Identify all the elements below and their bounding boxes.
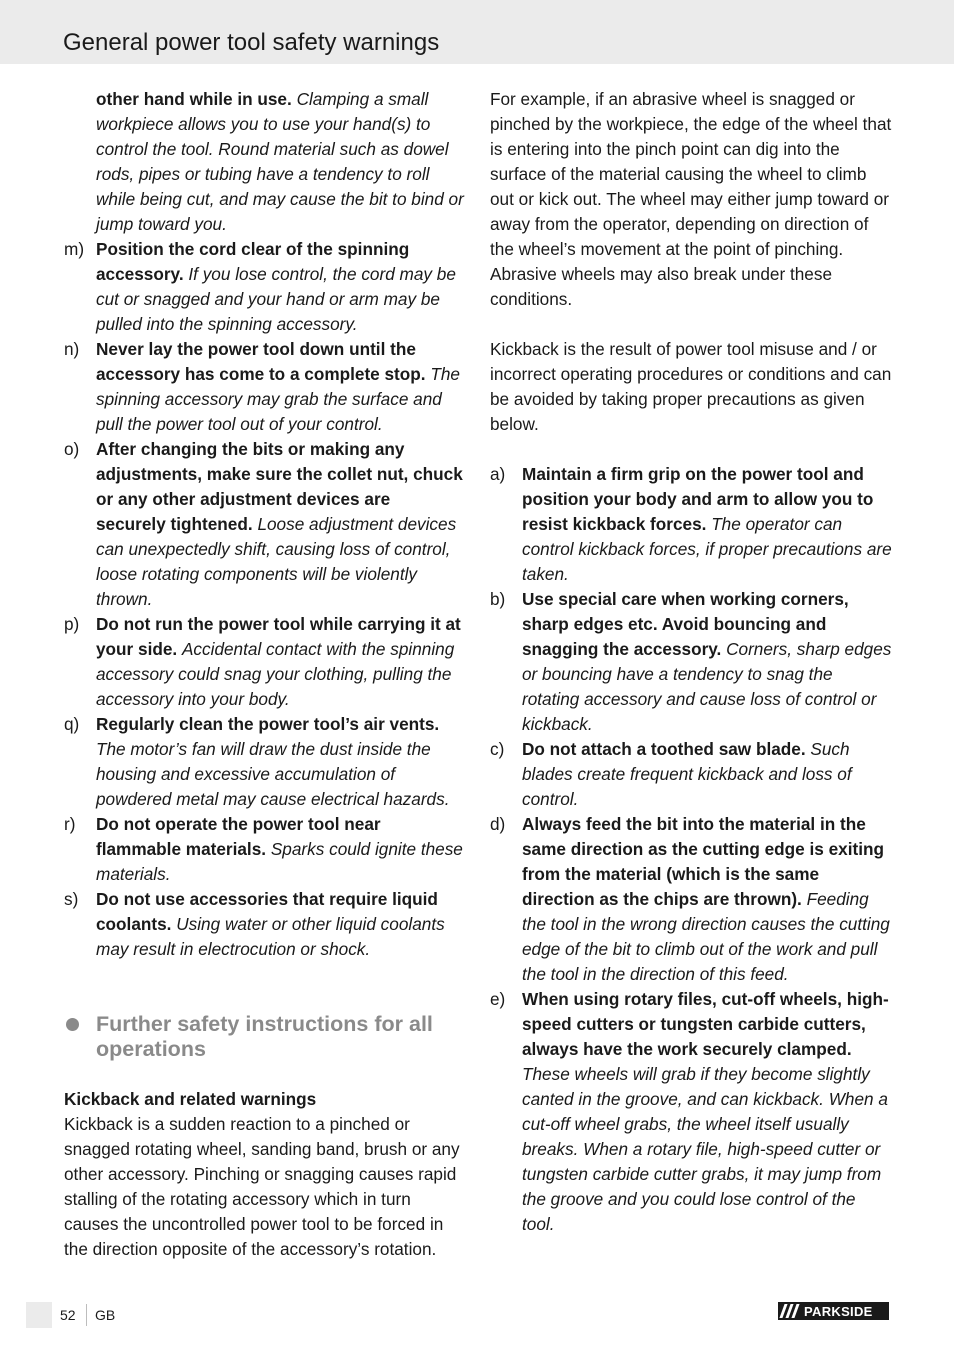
- item-bold: other hand while in use.: [96, 89, 292, 109]
- spacer: [490, 312, 892, 337]
- item-label: p): [64, 614, 80, 634]
- paragraph-kickback-result: Kickback is the result of power tool misuse and / or incorrect operating procedures or conditions and can be avoided by taking proper precautions as given below.: [490, 339, 892, 434]
- item-label: e): [490, 989, 506, 1009]
- list-item: [64, 887, 464, 962]
- item-text: If you lose control, the cord may be cut or snagged and your hand or arm may be pulled into the spinning accessory.: [96, 264, 456, 334]
- section-heading: [64, 1012, 464, 1062]
- item-text: Such blades create frequent kickback and loss of control.: [522, 739, 852, 809]
- spacer: [490, 437, 892, 462]
- list-item: [64, 437, 464, 612]
- page-title: General power tool safety warnings: [63, 29, 440, 56]
- item-label: s): [64, 889, 79, 909]
- item-text: Sparks could ignite these materials.: [96, 839, 463, 884]
- item-text: Using water or other liquid coolants may result in electrocution or shock.: [96, 914, 445, 959]
- list-item: [64, 712, 464, 812]
- bullet-icon: [66, 1018, 79, 1031]
- list-item: [490, 587, 892, 737]
- subheading: Kickback and related warnings: [64, 1089, 317, 1109]
- item-text: Corners, sharp edges or bouncing have a tendency to snag the rotating accessory and cause loss of control or kickback.: [522, 639, 892, 734]
- item-label: r): [64, 814, 76, 834]
- item-bold: Do not use accessories that require liquid coolants.: [96, 889, 438, 934]
- list-item: [490, 812, 892, 987]
- kickback-paragraph: Kickback is a sudden reaction to a pinched or snagged rotating wheel, sanding band, brush or any other accessory. Pinching or snagging causes rapid stalling of the rotating accessory which in turn causes the uncontrolled power tool to be forced in the direction opposite of the accessory’s rotation.: [64, 1114, 460, 1259]
- item-bold: Do not operate the power tool near flammable materials.: [96, 814, 381, 859]
- item-text: Loose adjustment devices can unexpectedly shift, causing loss of control, loose rotating components will be violently thrown.: [96, 514, 457, 609]
- item-bold: Regularly clean the power tool’s air vents.: [96, 714, 440, 734]
- brand-logo: [778, 1302, 889, 1320]
- footer-divider: [86, 1304, 87, 1326]
- item-bold: Always feed the bit into the material in the same direction as the cutting edge is exiting from the material (which is the same direction as the chips are thrown).: [522, 814, 884, 909]
- item-text: The operator can control kickback forces, if proper precautions are taken.: [522, 514, 892, 584]
- item-bold: Position the cord clear of the spinning accessory.: [96, 239, 410, 284]
- item-label: q): [64, 714, 80, 734]
- item-text: The spinning accessory may grab the surface and pull the power tool out of your control.: [96, 364, 460, 434]
- item-text: These wheels will grab if they become slightly canted in the groove, and can kickback. When a cut-off wheel grabs, the wheel itself usually breaks. When a rotary file, high-speed cutter or tungsten carbide cutter grabs, it may jump from the groove and you could lose control of the tool.: [522, 1064, 888, 1234]
- list-item-l-continued: [64, 87, 464, 237]
- item-label: n): [64, 339, 80, 359]
- list-item: [64, 337, 464, 437]
- item-bold: Do not attach a toothed saw blade.: [522, 739, 806, 759]
- item-bold: Maintain a firm grip on the power tool and position your body and arm to allow you to resist kickback forces.: [522, 464, 874, 534]
- page-number: 52: [60, 1307, 76, 1323]
- item-bold: After changing the bits or making any adjustments, make sure the collet nut, chuck or any other adjustment devices are securely tightened.: [96, 439, 463, 534]
- item-label: o): [64, 439, 80, 459]
- section-heading-text: Further safety instructions for all operations: [96, 1012, 433, 1061]
- list-item: [490, 737, 892, 812]
- item-bold: Do not run the power tool while carrying it at your side.: [96, 614, 461, 659]
- item-label: m): [64, 239, 85, 259]
- left-column: [64, 87, 464, 1262]
- item-bold: Never lay the power tool down until the accessory has come to a complete stop.: [96, 339, 426, 384]
- right-column: [490, 87, 892, 1237]
- list-item: [64, 812, 464, 887]
- item-text: Clamping a small workpiece allows you to use your hand(s) to control the tool. Round material such as dowel rods, pipes or tubing have a tendency to roll while being cut, and may cause the bit to bind or jump toward you.: [96, 89, 464, 234]
- brand-name: PARKSIDE: [804, 1303, 873, 1319]
- list-item: [64, 612, 464, 712]
- item-label: c): [490, 739, 505, 759]
- list-item: [490, 462, 892, 587]
- item-text: The motor’s fan will draw the dust inside the housing and excessive accumulation of powdered metal may cause electrical hazards.: [96, 739, 450, 809]
- item-bold: Use special care when working corners, sharp edges etc. Avoid bouncing and snagging the accessory.: [522, 589, 849, 659]
- item-label: d): [490, 814, 506, 834]
- footer-marker: [26, 1302, 52, 1328]
- language-code: GB: [95, 1307, 116, 1323]
- item-label: a): [490, 464, 506, 484]
- list-item: [64, 237, 464, 337]
- brand-stripes-icon: [782, 1304, 800, 1318]
- item-text: Feeding the tool in the wrong direction causes the cutting edge of the bit to climb out of the work and pull the tool in the direction of this feed.: [522, 889, 890, 984]
- item-bold: When using rotary files, cut-off wheels, high-speed cutters or tungsten carbide cutters, always have the work securely clamped.: [522, 989, 889, 1059]
- item-label: b): [490, 589, 506, 609]
- list-item: [490, 987, 892, 1237]
- item-text: Accidental contact with the spinning accessory could snag your clothing, pulling the accessory into your body.: [96, 639, 455, 709]
- paragraph-example: For example, if an abrasive wheel is snagged or pinched by the workpiece, the edge of the wheel that is entering into the pinch point can dig into the surface of the material causing the wheel to climb out or kick out. The wheel may either jump toward or away from the operator, depending on direction of the wheel’s movement at the point of pinching. Abrasive wheels may also break under these conditions.: [490, 89, 892, 309]
